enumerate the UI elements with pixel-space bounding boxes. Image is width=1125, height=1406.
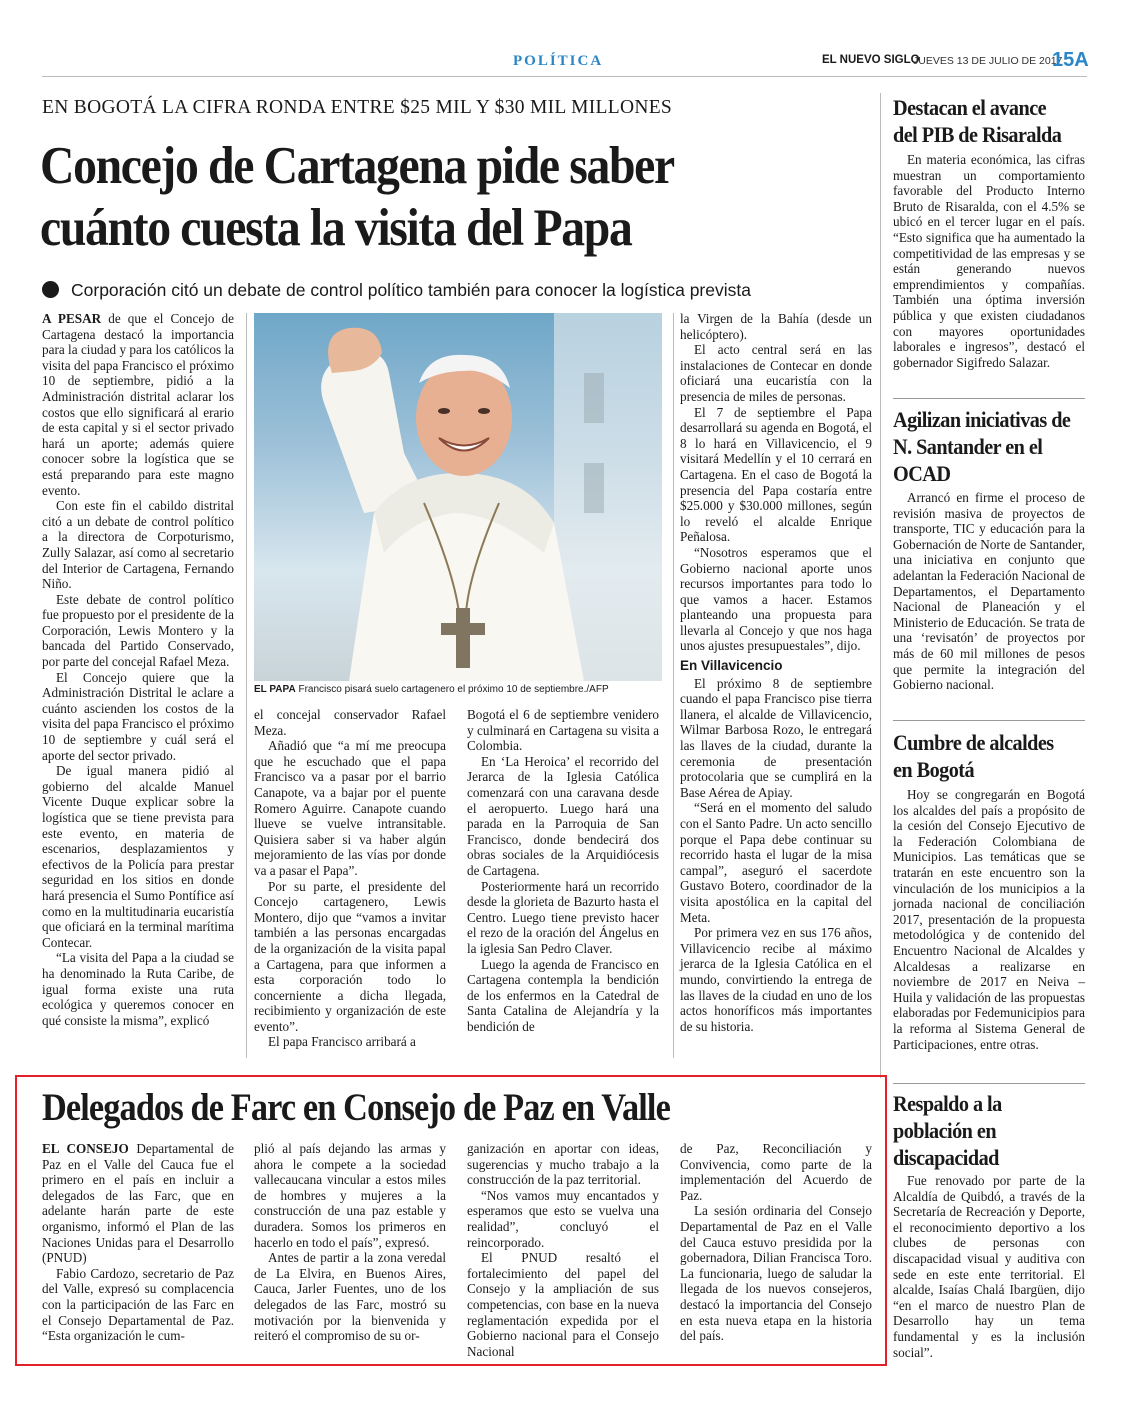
paragraph: El acto central será en las instalaciones de Contecar en donde oficiará una eucaristía con la presencia de miles de personas. <box>680 342 872 404</box>
article-subhead <box>42 280 862 301</box>
article-column-4 <box>680 311 872 1034</box>
paragraph-text: Departamental de Paz en el Valle del Cauca fue el primero en el país en incluir a delegados de las Farc, que en adelante harán parte de este organismo, informó el Plan de las Naciones Unidas para el Desarrollo (PNUD) <box>42 1141 234 1266</box>
paragraph: Bogotá el 6 de septiembre venidero y culminará en Cartagena su visita a Colombia. <box>467 707 659 754</box>
paragraph: Fue renovado por parte de la Alcaldía de Quibdó, a través de la Secretaría de Recreación y Deporte, el reconocimiento deportivo a los clubes de personas con discapacidad visual y auditiva con sede en este ente territorial. El alcalde, Isaías Chalá Ibargüen, dijo “en el marco de nuestro Plan de Desarrollo hay un tema fundamental y es la inclusión social”. <box>893 1173 1085 1360</box>
paragraph: Por primera vez en sus 176 años, Villavicencio recibe al máximo jerarca de la Iglesia Católica en el mundo, convirtiendo la entrega de las llaves de la ciudad en uno de los actos honoríficos más importantes de su historia. <box>680 925 872 1034</box>
photo-caption <box>254 684 674 695</box>
paragraph: El próximo 8 de septiembre cuando el papa Francisco pise tierra llanera, el alcalde de Villavicencio, Wilmar Barbosa Rozo, le entregará las llaves de la ciudad, durante la ceremonia de presentación protocolaria que se cumplirá en la Base Aérea de Apiay. <box>680 675 872 800</box>
column-divider <box>673 313 674 1058</box>
sidebar-title-3: Cumbre de alcaldes en Bogotá <box>893 730 1054 782</box>
sidebar-text-4 <box>893 1173 1085 1360</box>
paragraph: plió al país dejando las armas y ahora le compete a la sociedad vallecaucana vincular a estos miles de hombres y mujeres a la construcción de una paz estable y duradera. Somos los primeros en hacerlo en todo el país”, expresó. <box>254 1141 446 1250</box>
paragraph: “Nos vamos muy encantados y esperamos que esto se vuelva una realidad”, concluyó el reincorporado. <box>467 1187 659 1250</box>
pope-photo <box>254 313 662 681</box>
lead-caps: A PESAR <box>42 311 102 326</box>
article-headline: Concejo de Cartagena pide saber cuánto cuesta la visita del Papa <box>40 137 673 257</box>
column-divider <box>246 313 247 1058</box>
paragraph: En materia económica, las cifras muestran un comportamiento favorable del Producto Interno Bruto de Risaralda, con el 4.5% se ubicó en el tercer lugar en el país. “Esto significa que ha aumentado la competitividad de las empresas y se están generando nuevos emprendimientos y compañías. También una óptima inversión pública y que existen ciudadanos con mayores oportunidades laborales e ingresos”, destacó el gobernador Sigifredo Salazar. <box>893 152 1085 370</box>
paragraph: El papa Francisco arribará a <box>268 1034 416 1050</box>
paragraph: el concejal conservador Rafael Meza. <box>254 707 446 738</box>
sidebar-title-2: Agilizan iniciativas de N. Santander en el OCAD <box>893 407 1071 486</box>
sidebar-separator <box>893 398 1085 399</box>
sidebar-text-1 <box>893 152 1085 370</box>
newspaper-name: EL NUEVO SIGLO <box>822 54 920 66</box>
paragraph: Antes de partir a la zona veredal de La Elvira, en Buenos Aires, Cauca, Jarler Fuentes, uno de los delegados de las Farc, mostró su motivación por la bienvenida y reiteró el compromiso de su or- <box>254 1250 446 1344</box>
article-column-3 <box>467 707 659 1034</box>
sidebar-text-2 <box>893 490 1085 693</box>
sidebar-title-1: Destacan el avance del PIB de Risaralda <box>893 95 1062 147</box>
sidebar-separator <box>893 1083 1085 1084</box>
paragraph: Luego la agenda de Francisco en Cartagena contempla la bendición de los enfermos en la Catedral de Santa Catalina de Alejandría y la bendición de <box>467 956 659 1034</box>
paragraph: Añadió que “a mí me preocupa que he escuchado que el papa Francisco va a pasar por el barrio Canapote, va a bajar por el puente Romero Aguirre. Canapote cuando llueve se vuelve intransitable. Quisiera saber si va haber algún mejoramiento de las vías por donde va a pasar el Papa”. <box>254 738 446 878</box>
paragraph: la Virgen de la Bahía (desde un helicóptero). <box>680 311 872 342</box>
lead-caps: EL CONSEJO <box>42 1141 129 1156</box>
farc-column-2 <box>254 1141 446 1344</box>
farc-column-4 <box>680 1141 872 1344</box>
article-column-1 <box>42 311 234 1028</box>
paragraph: Arrancó en firme el proceso de revisión masiva de proyectos de transporte, TIC y educación para la Gobernación de Norte de Santander, una iniciativa en conjunto que adelantan la Federación Nacional de Departamentos, el Departamento Nacional de Planeación y el Ministerio de Educación. Se trata de una ‘revisatón’ de proyectos por más de 60 mil millones de pesos que permite la integración del Gobierno nacional. <box>893 490 1085 693</box>
paragraph: Posteriormente hará un recorrido desde la glorieta de Bazurto hasta el Centro. Luego tiene previsto hacer el rezo de la oración del Ángelus en la iglesia San Pedro Claver. <box>467 878 659 956</box>
paragraph <box>42 1141 234 1266</box>
farc-headline: Delegados de Farc en Consejo de Paz en Valle <box>42 1086 670 1129</box>
paragraph <box>42 311 234 498</box>
paragraph: El 7 de septiembre el Papa desarrollará su agenda en Bogotá, el 8 lo hará en Villavicencio, el 9 visitará Medellín y el 10 cerrará en Cartagena. En el caso de Bogotá la presencia del Papa costaría entre $25.000 y $30.000 millones, según lo reveló el alcalde Enrique Peñalosa. <box>680 404 872 545</box>
sidebar-title-4: Respaldo a la población en discapacidad <box>893 1091 1002 1170</box>
paragraph: “Nosotros esperamos que el Gobierno nacional aporte unos recursos importantes para todo lo que vamos a hacer. Estamos planteando una propuesta para llevarla al Concejo y que nos haga unos ajustes presupuestales”, dijo. <box>680 544 872 654</box>
caption-text: Francisco pisará suelo cartagenero el próximo 10 de septiembre./AFP <box>295 684 609 695</box>
paragraph-text: de que el Concejo de Cartagena destacó la importancia para la ciudad y para los católicos la visita del papa Francisco el próximo 10 de septiembre, pidió a la Administración distrital aclarar los costos que ello significará al erario de esta capital y si el sector privado hará un aporte; además quiere conocer sobre la logística que se está preparando para este magno evento. <box>42 311 234 498</box>
page-number: 15A <box>1052 49 1089 71</box>
header-rule <box>42 76 1087 77</box>
paragraph: Este debate de control político fue propuesto por el presidente de la Corporación, Lewis Montero y la bancada del Partido Conservado, por parte del concejal Rafael Meza. <box>42 591 234 670</box>
paragraph: En ‘La Heroica’ el recorrido del Jerarca de la Iglesia Católica comenzará con una caravana desde el aeropuerto. Luego hará una parada en la Parroquia de San Francisco, donde bendecirá dos obras sociales de la Arquidiócesis de Cartagena. <box>467 753 659 878</box>
paragraph: ganización en aportar con ideas, sugerencias y mucho trabajo a la construcción de la paz territorial. <box>467 1141 659 1188</box>
paragraph: El Concejo quiere que la Administración Distrital le aclare a cuánto ascienden los costos de la visita del papa Francisco el próximo 10 de septiembre y cuál será el aporte del sector privado. <box>42 669 234 763</box>
article-column-2 <box>254 707 446 1050</box>
paragraph: Por su parte, el presidente del Concejo cartagenero, Lewis Montero, dijo que “vamos a invitar también a las personas encargadas de la organización de la visita papal a Cartagena, para que informen a esta corporación todo lo concerniente a dicha llegada, recibimiento y organización de este evento”. <box>254 878 446 1034</box>
sidebar-text-3 <box>893 787 1085 1052</box>
paragraph: La sesión ordinaria del Consejo Departamental de Paz en el Valle del Cauca estuvo presidida por la gobernadora, Dilian Francisca Toro. La funcionaria, luego de saludar la llegada de los nuevos consejeros, destacó la importancia del Consejo en esta nueva etapa en la historia del país. <box>680 1203 872 1344</box>
column-subheading: En Villavicencio <box>680 658 783 674</box>
pope-illustration <box>254 313 662 681</box>
paragraph: El PNUD resaltó el fortalecimiento del papel del Consejo y la ampliación de sus competencias, con base en la nueva reglamentación expedida por el Gobierno nacional para el Consejo Nacional <box>467 1250 659 1359</box>
paragraph: “Será en el momento del saludo con el Santo Padre. Un acto sencillo porque el Papa debe continuar su recorrido hasta el lugar de la misa campal”, aseguró el sacerdote Gustavo Botero, coordinador de la visita apostólica en la capital del Meta. <box>680 800 872 925</box>
sidebar-divider <box>880 93 881 1078</box>
farc-column-3 <box>467 1141 659 1359</box>
section-label: POLÍTICA <box>513 53 604 69</box>
issue-date: JUEVES 13 DE JULIO DE 2017 <box>913 55 1063 67</box>
paragraph: Hoy se congregarán en Bogotá los alcaldes del país a propósito de la cesión del Consejo Ejecutivo de la Federación Colombiana de Municipios. Las temáticas que se tratarán en este encuentro son la vinculación de los municipios a la jornada nacional de conciliación 2017, presentación de la propuesta metodológica y de contenido del Encuentro Nacional de Alcaldes y Alcaldesas a realizarse en noviembre de 2017 en Neiva – Huila y validación de las propuestas elaboradas por Fedemunicipios para la reforma al Sistema General de Participaciones, entre otras. <box>893 787 1085 1052</box>
farc-column-1 <box>42 1141 234 1344</box>
paragraph: “La visita del Papa a la ciudad se ha denominado la Ruta Caribe, de igual forma existe una ruta ecológica y queremos conocer en qué consiste la misma”, explicó <box>42 950 234 1028</box>
sidebar-separator <box>893 720 1085 721</box>
subhead-text: Corporación citó un debate de control político también para conocer la logística prevista <box>71 280 751 300</box>
paragraph: Fabio Cardozo, secretario de Paz del Valle, expresó su complacencia con la participación de las Farc en el Consejo Departamental de Paz. “Esta organización le cum- <box>42 1265 234 1344</box>
paragraph: Con este fin el cabildo distrital citó a un debate de control político a la directora de Corpoturismo, Zully Salazar, así como al secretario del Interior de Cartagena, Fernando Niño. <box>42 498 234 592</box>
caption-label: EL PAPA <box>254 684 296 695</box>
paragraph: de Paz, Reconciliación y Convivencia, como parte de la implementación del Acuerdo de Paz. <box>680 1141 872 1203</box>
bullet-icon <box>42 281 59 298</box>
paragraph: De igual manera pidió al gobierno del alcalde Manuel Vicente Duque explicar sobre la logística que se tiene prevista para este evento, en materia de escenarios, desplazamientos y efectivos de la Policía para prestar seguridad en los sitios en donde hará presencia el Sumo Pontífice así como en la multitudinaria eucaristía que oficiará en la terminal marítima Contecar. <box>42 763 234 950</box>
article-kicker: EN BOGOTÁ LA CIFRA RONDA ENTRE $25 MIL Y $30 MIL MILLONES <box>42 97 673 118</box>
